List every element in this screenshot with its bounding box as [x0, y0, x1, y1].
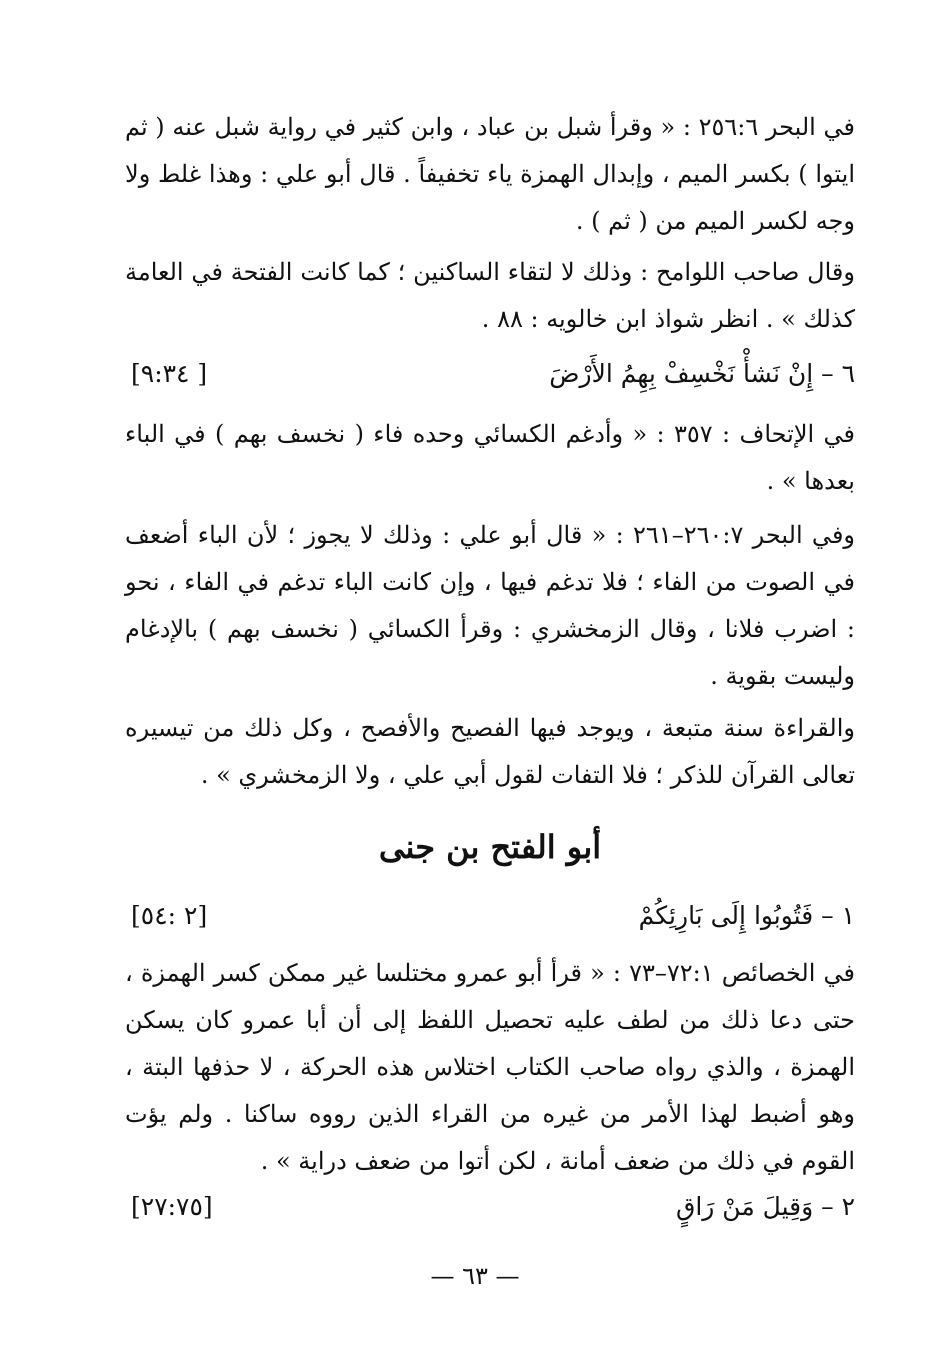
verse-reference: [٢ :٥٤]: [131, 901, 208, 930]
page-number: — ٦٣ —: [430, 1262, 520, 1290]
verse-text: ٦ – إِنْ نَشأْ نَخْسِفْ بِهِمُ الأَرْضَ: [549, 359, 855, 388]
paragraph-ithaf: في الإتحاف : ٣٥٧ : « وأدغم الكسائي وحده فاء ( نخسف بهم ) في الباء بعدها » .: [125, 420, 856, 495]
paragraph-khasais: في الخصائص ٧٢:١–٧٣ : « قرأ أبو عمرو مختلسا غير ممكن كسر الهمزة ، حتى دعا ذلك من لطف عليه تحصيل اللفظ إلى أن أبا عمرو كان يسكن الهمزة ، والذي رواه صاحب الكتاب اختلاس هذه الحركة ، لا حذفها البتة ، وهو أضبط لهذا الأمر من غيره من القراء الذين رووه ساكنا . ولم يؤت القوم في ذلك من ضعف أمانة ، لكن أتوا من ضعف دراية » .: [125, 959, 855, 1175]
verse-line-2: [125, 1183, 855, 1230]
paragraph-lawamih: وقال صاحب اللوامح : وذلك لا لتقاء الساكنين ؛ كما كانت الفتحة في العامة كذلك » . انظر شواذ ابن خالويه : ٨٨ .: [125, 258, 855, 333]
paragraph-bahr-abu-ali: وفي البحر ٢٦٠:٧–٢٦١ : « قال أبو علي : وذلك لا يجوز ؛ لأن الباء أضعف في الصوت من الفاء ؛ فلا تدغم فيها ، وإن كانت الباء تدغم في الفاء ، نحو : اضرب فلانا ، وقال الزمخشري : وقرأ الكسائي ( نخسف بهم ) بالإدغام وليست بقوية .: [125, 521, 856, 690]
section-heading: أبو الفتح بن جنى: [378, 828, 602, 866]
verse-line-6: [125, 350, 855, 397]
verse-text: ٢ – وَقِيلَ مَنْ رَاقٍ: [675, 1192, 855, 1221]
verse-line-1: [125, 892, 855, 939]
verse-reference: [٩:٣٤ ]: [131, 359, 208, 388]
paragraph-bahr-shibl: في البحر ٢٥٦:٦ : « وقرأ شبل بن عباد ، وابن كثير في رواية شبل عنه ( ثم ايتوا ) بكسر الميم ، وإبدال الهمزة ياء تخفيفاً . قال أبو علي : وهذا غلط ولا وجه لكسر الميم من ( ثم ) .: [125, 113, 855, 235]
paragraph-qiraah-sunnah: والقراءة سنة متبعة ، ويوجد فيها الفصيح والأفصح ، وكل ذلك من تيسيره تعالى القرآن للذكر ؛ فلا التفات لقول أبي علي ، ولا الزمخشري » .: [125, 714, 855, 789]
verse-reference: [٢٧:٧٥]: [131, 1192, 213, 1221]
verse-text: ١ – فَتُوبُوا إِلَى بَارِئِكُمْ: [638, 901, 855, 930]
